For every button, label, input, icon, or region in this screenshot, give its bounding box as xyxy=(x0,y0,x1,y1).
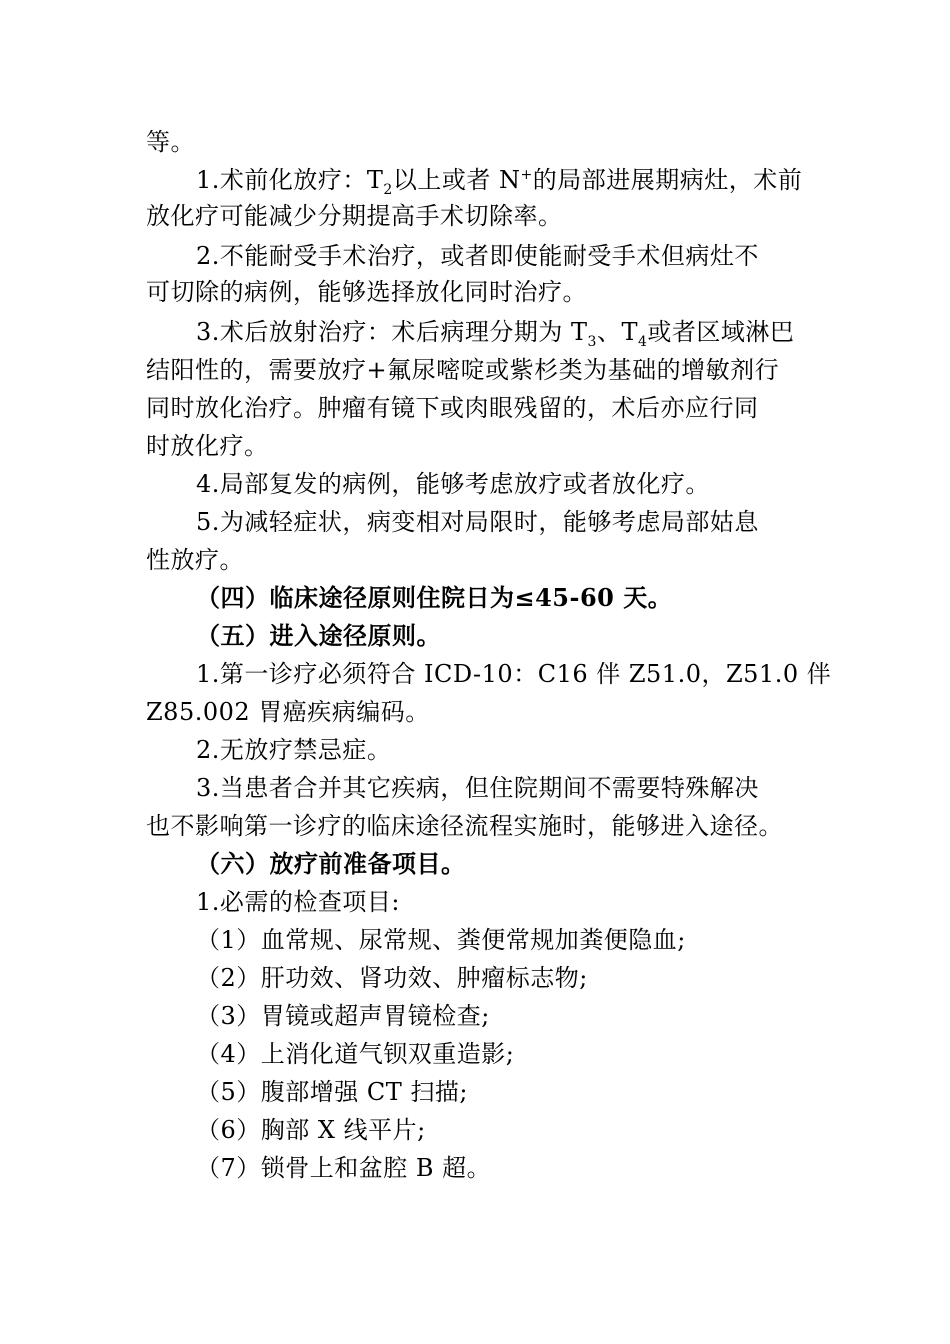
list-item: （5）腹部增强 CT 扫描; xyxy=(196,1078,468,1106)
text-line: 2.不能耐受手术治疗，或者即使能耐受手术但病灶不 xyxy=(196,242,759,270)
text-span: 1.术前化放疗： xyxy=(196,166,367,194)
superscript: + xyxy=(520,167,533,183)
list-item: （2）肝功效、肾功效、肿瘤标志物; xyxy=(196,964,588,992)
text-line: 5.为减轻症状，病变相对局限时，能够考虑局部姑息 xyxy=(196,508,759,536)
subscript: 4 xyxy=(637,333,648,350)
text-span: 或者区域淋巴 xyxy=(647,318,795,346)
text-line: 1.第一诊疗必须符合 ICD-10：C16 伴 Z51.0，Z51.0 伴 xyxy=(196,660,832,688)
list-item: （7）锁骨上和盆腔 B 超。 xyxy=(196,1154,492,1182)
text-span: T xyxy=(366,166,384,194)
text-line: 等。 xyxy=(146,128,195,156)
section-heading: （四）临床途径原则住院日为≤45-60 天。 xyxy=(196,583,673,612)
text-line xyxy=(196,160,802,200)
list-item: （1）血常规、尿常规、粪便常规加粪便隐血; xyxy=(196,926,686,954)
text-line: Z85.002 胃癌疾病编码。 xyxy=(146,698,430,726)
text-line: 4.局部复发的病例，能够考虑放疗或者放化疗。 xyxy=(196,470,710,498)
text-line: 结阳性的，需要放疗+氟尿嘧啶或紫杉类为基础的增敏剂行 xyxy=(146,356,780,384)
text-line: 同时放化治疗。肿瘤有镜下或肉眼残留的，术后亦应行同 xyxy=(146,394,759,422)
text-line: 放化疗可能减少分期提高手术切除率。 xyxy=(146,202,563,230)
text-line: 性放疗。 xyxy=(146,546,244,574)
text-span: 以上或者 N xyxy=(392,166,521,194)
subscript: 2 xyxy=(383,181,393,198)
list-item: （3）胃镜或超声胃镜检查; xyxy=(196,1002,490,1030)
list-item: （4）上消化道气钡双重造影; xyxy=(196,1040,515,1068)
text-line: 时放化疗。 xyxy=(146,432,269,460)
text-line: 也不影响第一诊疗的临床途径流程实施时，能够进入途径。 xyxy=(146,812,783,840)
text-line: 3.当患者合并其它疾病，但住院期间不需要特殊解决 xyxy=(196,774,759,802)
text-span: 3.术后放射治疗：术后病理分期为 T xyxy=(196,318,588,346)
text-span: 的局部进展期病灶，术前 xyxy=(532,166,803,194)
subscript: 3 xyxy=(587,333,597,350)
list-item: （6）胸部 X 线平片; xyxy=(196,1116,426,1144)
text-line: 可切除的病例，能够选择放化同时治疗。 xyxy=(146,278,587,306)
section-heading: （六）放疗前准备项目。 xyxy=(196,849,466,878)
text-span: 、T xyxy=(596,318,638,346)
text-line xyxy=(196,312,794,352)
text-line: 1.必需的检查项目: xyxy=(196,888,400,916)
text-line: 2.无放疗禁忌症。 xyxy=(196,736,392,764)
section-heading: （五）进入途径原则。 xyxy=(196,621,441,650)
